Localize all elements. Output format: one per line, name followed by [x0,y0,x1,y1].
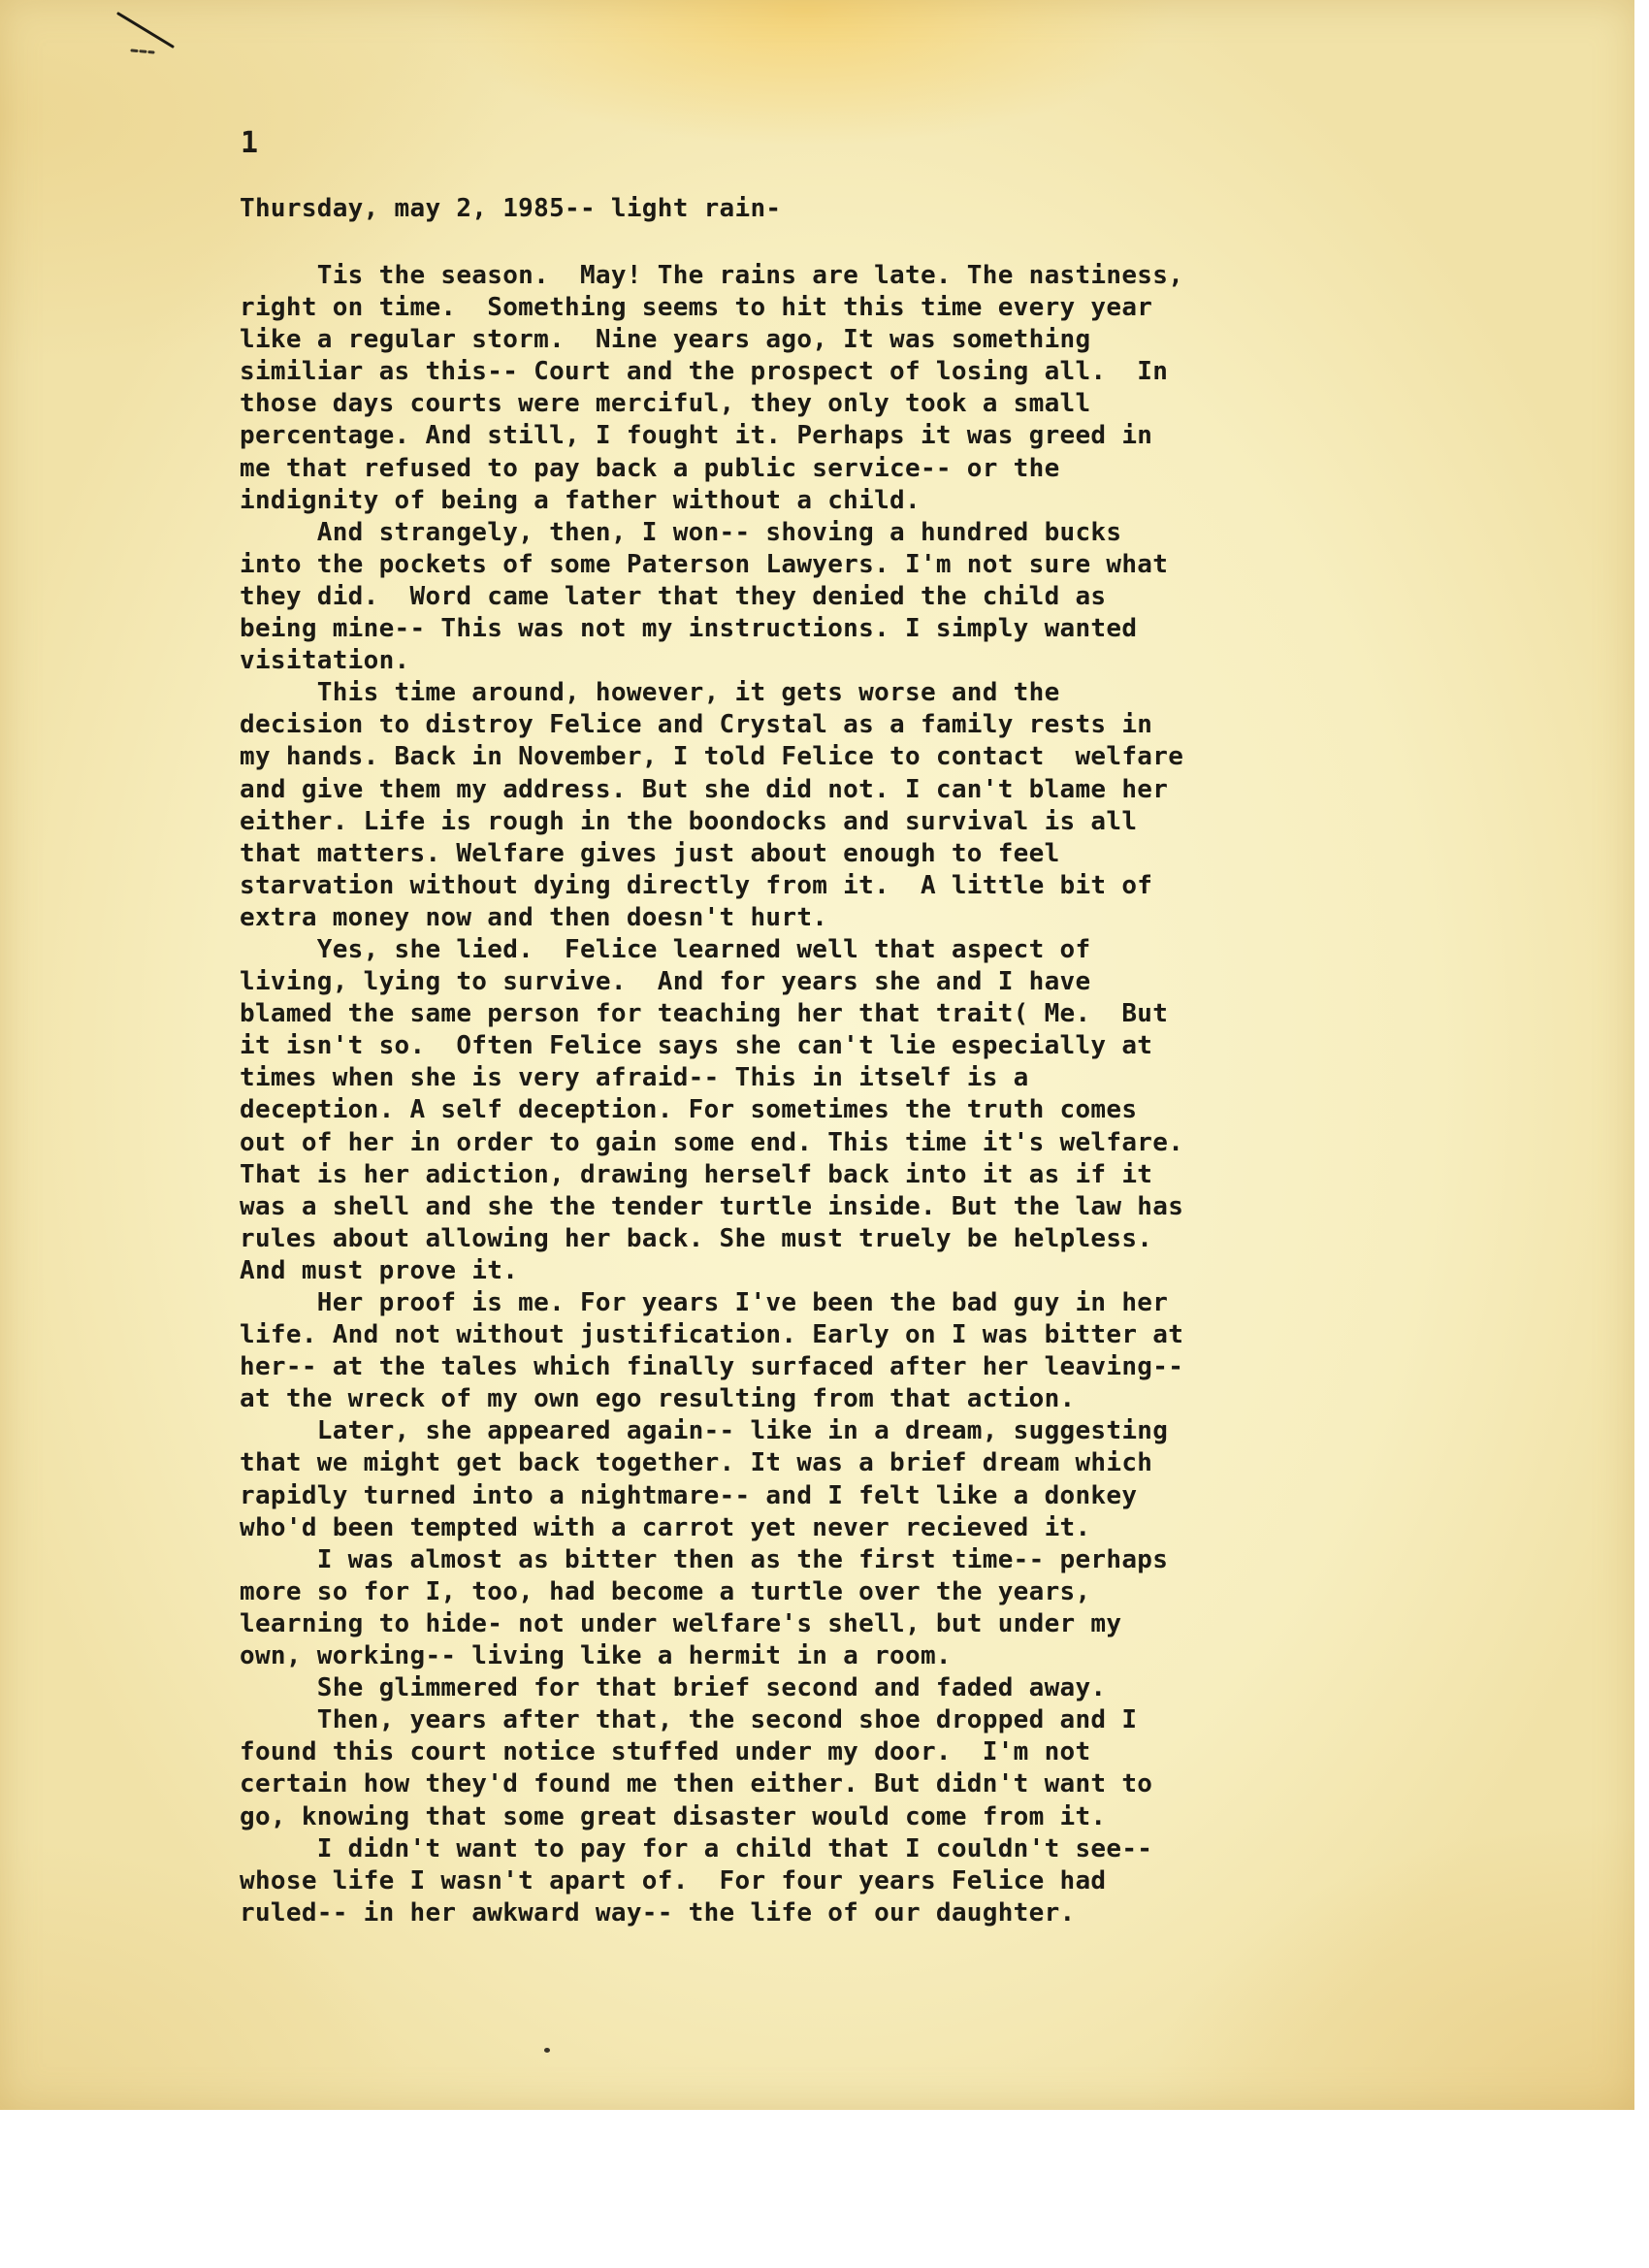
date-line: Thursday, may 2, 1985-- light rain- [240,194,782,223]
text-line: out of her in order to gain some end. This time it's welfare. [240,1127,1184,1157]
text-line: right on time. Something seems to hit this time every year [240,293,1153,323]
text-line: whose life I wasn't apart of. For four years Felice had [240,1865,1107,1895]
text-line: This time around, however, it gets worse and the [240,678,1060,708]
text-line: And must prove it. [240,1255,519,1285]
text-line: indignity of being a father without a child. [240,485,921,515]
text-line: extra money now and then doesn't hurt. [240,902,828,932]
text-line: times when she is very afraid-- This in itself is a [240,1063,1029,1093]
journal-body [240,260,1442,1929]
text-line: go, knowing that some great disaster would come from it. [240,1801,1107,1831]
text-line: was a shell and she the tender turtle inside. But the law has [240,1191,1184,1221]
text-line: into the pockets of some Paterson Lawyers. I'm not sure what [240,549,1169,579]
text-line: Later, she appeared again-- like in a dream, suggesting [240,1416,1169,1446]
text-line: that we might get back together. It was a brief dream which [240,1448,1153,1478]
text-line: that matters. Welfare gives just about enough to feel [240,838,1060,868]
text-line: She glimmered for that brief second and faded away. [240,1673,1107,1703]
text-line: her-- at the tales which finally surfaced after her leaving-- [240,1352,1184,1382]
text-line: like a regular storm. Nine years ago, It was something [240,325,1091,355]
text-line: Tis the season. May! The rains are late. The nastiness, [240,261,1184,290]
text-line: certain how they'd found me then either. But didn't want to [240,1769,1153,1799]
text-line: it isn't so. Often Felice says she can't lie especially at [240,1031,1153,1061]
text-line: at the wreck of my own ego resulting from that action. [240,1384,1076,1414]
text-line: And strangely, then, I won-- shoving a hundred bucks [240,517,1122,547]
text-line: more so for I, too, had become a turtle over the years, [240,1576,1091,1606]
page-number: 1 [241,126,259,160]
text-line: found this court notice stuffed under my door. I'm not [240,1737,1091,1767]
text-line: Her proof is me. For years I've been the bad guy in her [240,1288,1169,1317]
text-line: rapidly turned into a nightmare-- and I felt like a donkey [240,1480,1138,1510]
text-line: Yes, she lied. Felice learned well that aspect of [240,934,1091,964]
ink-dot [544,2048,550,2053]
text-line: starvation without dying directly from it. A little bit of [240,870,1153,900]
text-line: and give them my address. But she did not. I can't blame her [240,774,1169,804]
text-line: those days courts were merciful, they only took a small [240,389,1091,419]
text-line: learning to hide- not under welfare's shell, but under my [240,1608,1122,1638]
text-line: they did. Word came later that they denied the child as [240,581,1107,611]
text-line: percentage. And still, I fought it. Perhaps it was greed in [240,421,1153,451]
text-line: who'd been tempted with a carrot yet never recieved it. [240,1512,1091,1542]
text-line: either. Life is rough in the boondocks and survival is all [240,806,1138,836]
text-line: life. And not without justification. Early on I was bitter at [240,1320,1184,1350]
text-line: similiar as this-- Court and the prospect of losing all. In [240,357,1169,387]
text-line: own, working-- living like a hermit in a room. [240,1641,952,1671]
text-line: blamed the same person for teaching her that trait( Me. But [240,999,1169,1029]
text-line: living, lying to survive. And for years she and I have [240,967,1091,997]
text-line: visitation. [240,646,410,676]
text-line: my hands. Back in November, I told Felice to contact welfare [240,742,1184,772]
text-line: I didn't want to pay for a child that I couldn't see-- [240,1833,1153,1863]
text-line: deception. A self deception. For sometimes the truth comes [240,1095,1138,1125]
text-line: I was almost as bitter then as the first time-- perhaps [240,1544,1169,1574]
text-line: rules about allowing her back. She must truely be helpless. [240,1223,1153,1253]
text-line: me that refused to pay back a public service-- or the [240,453,1060,483]
pen-mark-icon [114,8,204,66]
text-line: Then, years after that, the second shoe dropped and I [240,1705,1138,1735]
text-line: decision to distroy Felice and Crystal as a family rests in [240,710,1153,740]
text-line: ruled-- in her awkward way-- the life of our daughter. [240,1897,1076,1928]
text-line: being mine-- This was not my instructions. I simply wanted [240,614,1138,644]
text-line: That is her adiction, drawing herself back into it as if it [240,1159,1153,1189]
